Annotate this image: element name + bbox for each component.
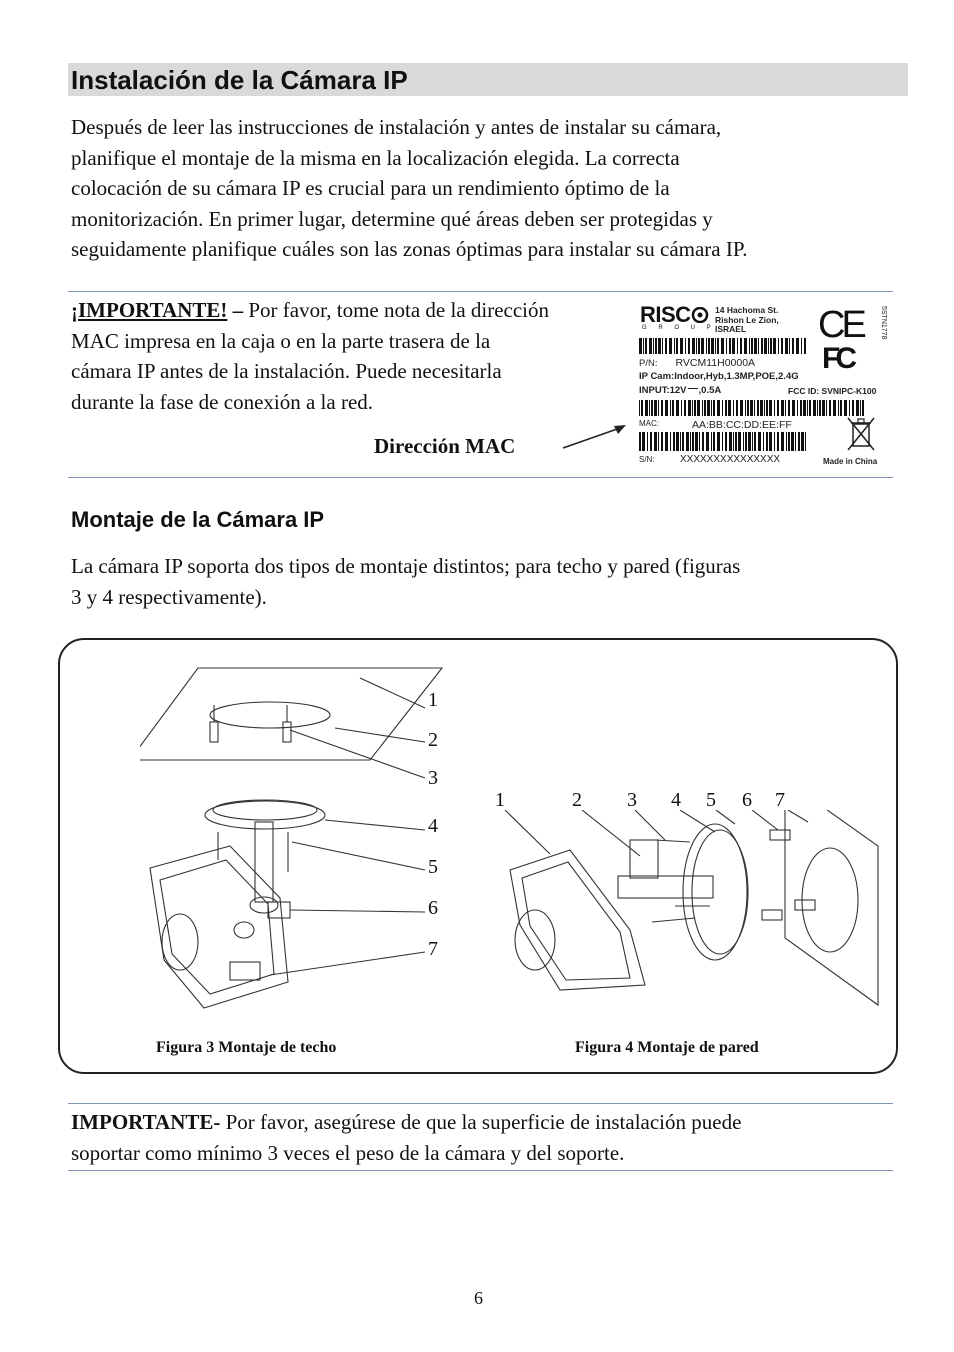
figure4-numbers [495, 790, 795, 812]
barcode-icon [639, 432, 807, 451]
barcode-bar [654, 400, 657, 416]
barcode-bar [717, 400, 720, 416]
callout-number: 6 [742, 789, 752, 811]
barcode-bar [684, 400, 686, 416]
barcode-bar [751, 338, 753, 354]
divider [68, 1103, 893, 1104]
barcode-bar [736, 400, 738, 416]
important-label: ¡IMPORTANTE! [71, 298, 228, 322]
side-code: 5STN1778 [880, 306, 887, 340]
barcode-bar [800, 400, 802, 416]
barcode-bar [769, 432, 772, 451]
barcode-bar [786, 432, 787, 451]
barcode-bar [774, 400, 775, 416]
barcode-bar [650, 432, 652, 451]
barcode-bar [807, 400, 808, 416]
barcode-bar [707, 400, 710, 416]
barcode-bar [754, 432, 756, 451]
mac-value: AA:BB:CC:DD:EE:FF [692, 419, 792, 431]
callout-number: 2 [428, 729, 438, 751]
barcode-bar [735, 432, 737, 451]
important-mac-note [71, 295, 631, 417]
text-line: IMPORTANTE- Por favor, asegúrese de que la superficie de instalación puede [71, 1110, 742, 1134]
callout-number: 7 [775, 789, 785, 811]
barcode-icon [639, 400, 864, 416]
barcode-bar [798, 432, 800, 451]
dc-symbol-icon [688, 388, 698, 389]
barcode-bar [680, 338, 683, 354]
barcode-bar [658, 338, 661, 354]
barcode-bar [768, 338, 769, 354]
barcode-bar [838, 400, 839, 416]
callout-number: 7 [428, 938, 438, 960]
barcode-bar [711, 400, 712, 416]
brand-logo: RISC [640, 302, 709, 328]
sn-value: XXXXXXXXXXXXXXX [680, 454, 781, 465]
barcode-bar [795, 432, 796, 451]
barcode-sn [639, 432, 807, 451]
barcode-bar [695, 432, 698, 451]
callout-number: 2 [572, 789, 582, 811]
barcode-bar [813, 400, 816, 416]
text-line: cámara IP antes de la instalación. Puede necesitarla [71, 359, 502, 383]
text-line: soportar como mínimo 3 veces el peso de la cámara y del soporte. [71, 1140, 625, 1165]
barcode-bar [770, 338, 772, 354]
barcode-bar [749, 338, 750, 354]
barcode-bar [711, 432, 712, 451]
barcode-bar [686, 432, 689, 451]
barcode-bar [809, 400, 811, 416]
callout-number: 1 [495, 789, 505, 811]
barcode-bar [778, 338, 779, 354]
barcode-bar [757, 400, 759, 416]
barcode-bar [676, 432, 679, 451]
barcode-bar [649, 400, 650, 416]
barcode-bar [665, 338, 667, 354]
barcode-bar [788, 400, 790, 416]
barcode-bar [685, 338, 686, 354]
barcode-bar [658, 432, 659, 451]
text-line: monitorización. En primer lugar, determine qué áreas deben ser protegidas y [71, 206, 713, 231]
barcode-bar [729, 338, 731, 354]
callout-number: 5 [428, 856, 438, 878]
barcode-bar [649, 338, 652, 354]
barcode-bar [792, 400, 795, 416]
barcode-bar [833, 400, 836, 416]
barcode-bar [785, 400, 786, 416]
barcode-bar [651, 400, 653, 416]
callout-number: 3 [627, 789, 637, 811]
barcode-bar [819, 400, 821, 416]
origin: Made in China [823, 457, 878, 466]
barcode-bar [754, 400, 755, 416]
barcode-bar [773, 338, 776, 354]
weee-bin-icon [846, 416, 876, 454]
ceiling-mount-drawing [140, 660, 460, 1020]
product-label [634, 298, 892, 470]
barcode-bar [662, 338, 663, 354]
barcode-bar [643, 338, 644, 354]
mount-paragraph [71, 551, 911, 612]
barcode-bar [754, 338, 757, 354]
wall-mount-drawing [490, 810, 890, 1010]
barcode-bar [665, 400, 668, 416]
address: 14 Hachoma St. Rishon Le Zion, ISRAEL [715, 305, 779, 334]
ce-mark: CE [818, 304, 863, 346]
callout-number: 4 [671, 789, 681, 811]
subsection-title: Montaje de la Cámara IP [71, 507, 325, 532]
dash: – [227, 298, 249, 322]
model-line: IP Cam:Indoor,Hyb,1.3MP,POE,2.4G [639, 371, 799, 382]
barcode-bar [715, 338, 716, 354]
barcode-bar [822, 400, 825, 416]
callout-number: 4 [428, 815, 438, 837]
barcode-bar [740, 338, 742, 354]
section-title: Instalación de la Cámara IP [71, 65, 408, 95]
barcode-bar [701, 338, 704, 354]
barcode-bar [655, 338, 657, 354]
barcode-bar [789, 338, 790, 354]
text-line: Después de leer las instrucciones de instalación y antes de instalar su cámara, [71, 115, 722, 139]
barcode-bar [681, 400, 682, 416]
barcode-bar [661, 432, 663, 451]
barcode-bar [791, 432, 794, 451]
barcode-bar [804, 338, 806, 354]
barcode-bar [764, 338, 767, 354]
barcode-bar [698, 338, 700, 354]
sn-key: S/N: [639, 455, 655, 464]
barcode-bar [729, 432, 732, 451]
callout-number: 5 [706, 789, 716, 811]
input-line: INPUT:12V ,0.5A [639, 385, 722, 396]
callout-number: 6 [428, 897, 438, 919]
barcode-bar [674, 338, 675, 354]
barcode-bar [763, 432, 764, 451]
barcode-bar [692, 400, 693, 416]
barcode-bar [743, 432, 744, 451]
text-line: 3 y 4 respectivamente). [71, 584, 267, 609]
arrow-icon [560, 420, 630, 452]
pn: P/N: RVCM11H0000A [639, 357, 756, 369]
barcode-bar [645, 400, 648, 416]
text-line: MAC impresa en la caja o en la parte trasera de la [71, 328, 491, 353]
barcode-bar [781, 400, 784, 416]
barcode-bar [803, 400, 806, 416]
barcode-bar [688, 400, 691, 416]
figure3-caption: Figura 3 Montaje de techo [156, 1039, 337, 1056]
mac-caption: Dirección MAC [374, 434, 516, 458]
barcode-bar [692, 338, 695, 354]
barcode-bar [817, 400, 818, 416]
barcode-bar [670, 400, 671, 416]
fcc-id: FCC ID: SVNIPC-K100 [788, 386, 877, 396]
page-number: 6 [474, 1288, 483, 1308]
barcode-bar [829, 400, 831, 416]
barcode-bar [801, 432, 804, 451]
barcode-bar [766, 400, 768, 416]
barcode-bar [670, 432, 671, 451]
barcode-bar [653, 338, 654, 354]
barcode-bar [774, 432, 775, 451]
text-line: Por favor, tome nota de la dirección [248, 298, 550, 322]
barcode-bar [706, 432, 709, 451]
barcode-bar [744, 338, 747, 354]
barcode-bar [725, 400, 727, 416]
barcode-bar [758, 432, 761, 451]
barcode-bar [732, 338, 735, 354]
barcode-bar [777, 400, 779, 416]
barcode-bar [713, 432, 715, 451]
barcode-bar [688, 338, 690, 354]
barcode-bar [797, 400, 798, 416]
callout-number: 3 [428, 767, 438, 789]
barcode-mac [639, 400, 864, 416]
intro-paragraph [71, 112, 911, 265]
barcode-bar [788, 432, 790, 451]
barcode-bar [669, 338, 672, 354]
barcode-bar [769, 400, 772, 416]
barcode-bar [840, 400, 842, 416]
barcode-bar [844, 400, 847, 416]
barcode-bar [654, 432, 657, 451]
barcode-bar [852, 400, 854, 416]
brand-sub: G R O U P [642, 325, 716, 331]
text-line: colocación de su cámara IP es crucial para un rendimiento óptimo de la [71, 176, 670, 200]
text-line [71, 295, 631, 326]
barcode-bar [713, 400, 715, 416]
barcode-bar [856, 400, 859, 416]
barcode-bar [766, 432, 768, 451]
important-weight-note [71, 1107, 901, 1168]
barcode-bar [673, 432, 675, 451]
barcode-bar [796, 338, 799, 354]
barcode-bar [690, 432, 691, 451]
barcode-bar [792, 338, 794, 354]
barcode-bar [781, 338, 783, 354]
barcode-bar [717, 338, 719, 354]
barcode-bar [733, 432, 734, 451]
barcode-bar [862, 400, 864, 416]
barcode-bar [737, 338, 738, 354]
barcode-bar [647, 432, 648, 451]
barcode-bar [722, 432, 723, 451]
barcode-bar [702, 400, 703, 416]
barcode-pn [639, 338, 807, 354]
barcode-bar [761, 338, 763, 354]
barcode-bar [682, 432, 684, 451]
barcode-icon [639, 338, 807, 354]
barcode-bar [658, 400, 659, 416]
barcode-bar [726, 338, 727, 354]
barcode-bar [745, 400, 746, 416]
barcode-bar [697, 400, 700, 416]
barcode-bar [801, 338, 802, 354]
barcode-bar [645, 338, 647, 354]
barcode-bar [747, 400, 749, 416]
barcode-bar [745, 432, 747, 451]
barcode-bar [760, 400, 763, 416]
barcode-bar [758, 338, 759, 354]
barcode-bar [849, 400, 850, 416]
divider [68, 477, 893, 478]
barcode-bar [785, 338, 788, 354]
barcode-bar [680, 432, 681, 451]
mac-key: MAC: [639, 419, 659, 428]
text-line: seguidamente planifique cuáles son las zonas óptimas para instalar su cámara IP. [71, 237, 748, 261]
barcode-bar [777, 432, 779, 451]
barcode-bar [699, 432, 700, 451]
barcode-bar [639, 400, 640, 416]
callout-number: 1 [428, 689, 438, 711]
text-line: La cámara IP soporta dos tipos de montaje distintos; para techo y pared (figuras [71, 554, 741, 578]
barcode-bar [692, 432, 694, 451]
divider [68, 291, 893, 292]
barcode-bar [706, 338, 707, 354]
barcode-bar [728, 400, 731, 416]
text-line: durante la fase de conexión a la red. [71, 389, 374, 414]
barcode-bar [826, 400, 827, 416]
barcode-bar [860, 400, 861, 416]
barcode-bar [642, 432, 645, 451]
barcode-bar [764, 400, 765, 416]
barcode-bar [721, 338, 724, 354]
barcode-bar [639, 432, 641, 451]
fc-mark: FC [822, 342, 852, 375]
divider [68, 1170, 893, 1171]
figure4-caption: Figura 4 Montaje de pared [575, 1039, 759, 1056]
barcode-bar [748, 432, 751, 451]
barcode-bar [694, 400, 696, 416]
risco-circle-icon [691, 307, 709, 323]
barcode-bar [711, 338, 714, 354]
barcode-bar [733, 400, 734, 416]
barcode-bar [708, 338, 710, 354]
barcode-bar [805, 432, 806, 451]
barcode-bar [725, 432, 727, 451]
text-line: planifique el montaje de la misma en la localización elegida. La correcta [71, 145, 680, 170]
barcode-bar [672, 400, 674, 416]
barcode-bar [661, 400, 663, 416]
barcode-bar [750, 400, 753, 416]
barcode-bar [740, 400, 743, 416]
barcode-bar [641, 400, 643, 416]
barcode-bar [781, 432, 784, 451]
important-label: IMPORTANTE- [71, 1110, 221, 1134]
barcode-bar [704, 400, 706, 416]
barcode-bar [696, 338, 697, 354]
barcode-bar [676, 338, 678, 354]
barcode-bar [738, 432, 741, 451]
barcode-bar [639, 338, 642, 354]
barcode-bar [717, 432, 720, 451]
barcode-bar [752, 432, 753, 451]
barcode-bar [702, 432, 704, 451]
barcode-bar [676, 400, 679, 416]
barcode-bar [722, 400, 723, 416]
barcode-bar [665, 432, 668, 451]
